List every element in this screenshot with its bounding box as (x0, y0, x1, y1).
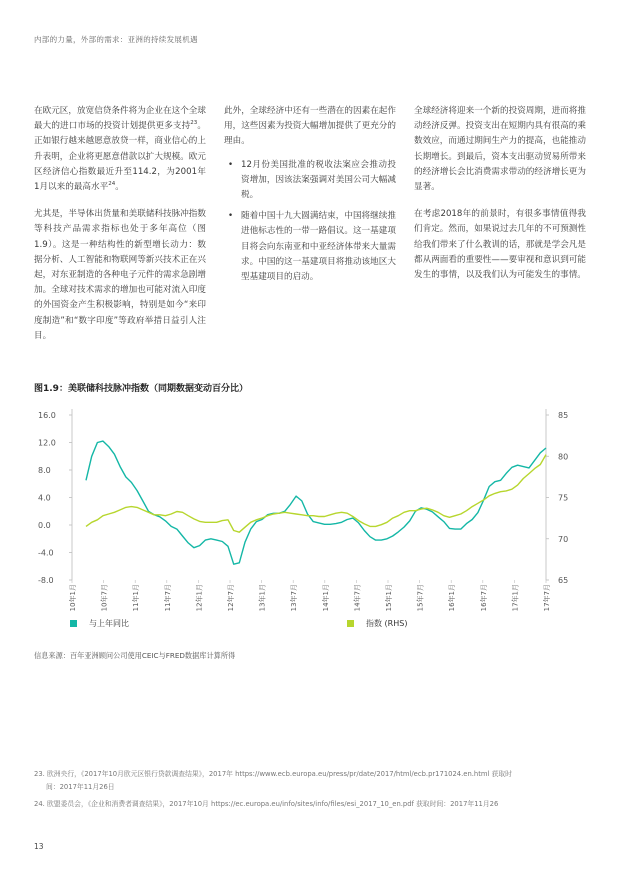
y-left-tick-label: 16.0 (38, 411, 56, 420)
x-tick-label: 11年1月 (132, 584, 141, 612)
paragraph: 在欧元区，放宽信贷条件将为企业在这个全球最大的进口市场的投资计划提供更多支持$^{23}$。正如银行越来越愿意放贷一样，商业信心的上升表明，企业将更愿意借款以扩大规模。欧元区经济信心指数最近升至114.2，为2001年1月以来的最高水平$^{24}$。 (34, 106, 206, 193)
x-tick-label: 10年7月 (100, 584, 109, 612)
paragraph: 尤其是，半导体出货量和美联储科技脉冲指数等科技产品需求指标也处于多年高位（图1.9）。这是一种结构性的新型增长动力：数据分析、人工智能和物联网等新兴技术正在兴起，对东亚制造的各种电子元件的需求急剧增加。全球对技术需求的增加也可能对流入印度的外国资金产生积极影响，特别是如今“来印度制造”和“数字印度”等政府举措日益引人注目。 (34, 209, 206, 341)
y-left-tick-label: -8.0 (38, 576, 54, 585)
text-column-3 (414, 104, 586, 295)
x-tick-label: 14年1月 (321, 584, 330, 612)
x-tick-label: 16年7月 (479, 584, 488, 612)
y-right-tick-label: 65 (558, 576, 569, 585)
x-tick-label: 13年7月 (290, 584, 299, 612)
footnote-ref[interactable]: 23 (190, 120, 198, 127)
x-tick-label: 15年1月 (385, 584, 393, 612)
legend-swatch-index (347, 620, 354, 627)
y-right-tick-label: 80 (558, 452, 569, 462)
y-right-tick-label: 75 (558, 493, 569, 503)
footnote-23-date: 间：2017年11月26日 (46, 783, 115, 791)
x-tick-label: 17年7月 (543, 584, 551, 612)
legend-swatch-yoy (70, 620, 77, 627)
y-left-tick-label: 4.0 (38, 493, 51, 503)
legend-label-index: 指数 (RHS) (366, 619, 408, 628)
tech-pulse-chart (0, 395, 620, 620)
paragraph: 全球经济将迎来一个新的投资周期，进而将推动经济反弹。投资支出在短期内具有很高的乘数效应，而通过期间生产力的提高，也能推动长期增长。到最后，资本支出驱动贸易所带来的经济增长会比消费需求带动的经济增长更为显著。 (414, 106, 586, 193)
footnote-ref[interactable]: 24 (108, 181, 116, 188)
x-tick-label: 17年1月 (511, 584, 520, 612)
x-tick-label: 11年7月 (163, 584, 172, 612)
y-left-tick-label: 0.0 (38, 521, 51, 530)
footnote-23-text[interactable]: 23. 欧洲央行，《2017年10月欧元区银行贷款调查结果》，2017年 https://www.ecb.europa.eu/press/pr/date/2017/html/ecb.pr171024.en.html 获取时 (34, 770, 512, 778)
paragraph: 在考虑2018年的前景时，有很多事情值得我们肯定。然而，如果说过去几年的不可预测性给我们带来了什么教训的话，那就是学会凡是都从两面看的重要性——要审视和意识到可能发生的事情，以及我们认为可能发生的事情。 (414, 209, 586, 281)
footnote-24[interactable]: 24. 欧盟委员会，《企业和消费者调查结果》，2017年10月 https://ec.europa.eu/info/sites/info/files/esi_2017_10_en.pdf 获取时间：2017年11月26 (34, 800, 499, 808)
x-tick-label: 12年7月 (227, 584, 235, 612)
bullet-item: • 12月份美国批准的税收法案应会推动投资增加，因该法案强调对美国公司大幅减税。 (234, 158, 396, 204)
series-line-index (86, 455, 546, 533)
paragraph: 此外，全球经济中还有一些潜在的因素在起作用，这些因素为投资大幅增加提供了更充分的理由。 (224, 106, 396, 147)
x-tick-label: 10年1月 (69, 584, 77, 612)
x-tick-label: 16年1月 (448, 584, 457, 612)
legend-item-index (347, 618, 407, 629)
running-header: 内部的力量，外部的需求：亚洲的持续发展机遇 (34, 35, 198, 44)
text-column-2 (224, 104, 396, 291)
bullet-item: • 随着中国十九大圆满结束，中国将继续推进他标志性的一带一路倡议。这一基建项目将会向东南亚和中亚经济体带来大量需求。中国的这一基建项目将推动该地区大型基建项目的启动。 (234, 209, 396, 285)
page-number: 13 (34, 842, 44, 851)
figure-title: 图1.9：美联储科技脉冲指数（同期数据变动百分比） (34, 384, 248, 394)
text-column-1 (34, 104, 206, 356)
x-tick-label: 15年7月 (416, 584, 425, 612)
y-right-tick-label: 85 (558, 411, 569, 420)
y-left-tick-label: -4.0 (38, 548, 54, 558)
bullet-list (224, 158, 396, 286)
y-left-tick-label: 12.0 (38, 438, 56, 448)
x-tick-label: 13年1月 (258, 584, 267, 612)
legend-item-yoy (70, 618, 129, 629)
x-tick-label: 14年7月 (353, 584, 362, 612)
legend-label-yoy: 与上年同比 (89, 619, 129, 628)
x-tick-label: 12年1月 (195, 584, 204, 612)
footnote-23 (34, 768, 594, 794)
figure-source: 信息来源：百年亚洲顾问公司使用CEIC与FRED数据库计算所得 (34, 651, 236, 660)
footnotes (34, 768, 594, 815)
y-left-tick-label: 8.0 (38, 466, 51, 475)
y-right-tick-label: 70 (558, 534, 569, 544)
series-line-yoy (86, 441, 546, 564)
